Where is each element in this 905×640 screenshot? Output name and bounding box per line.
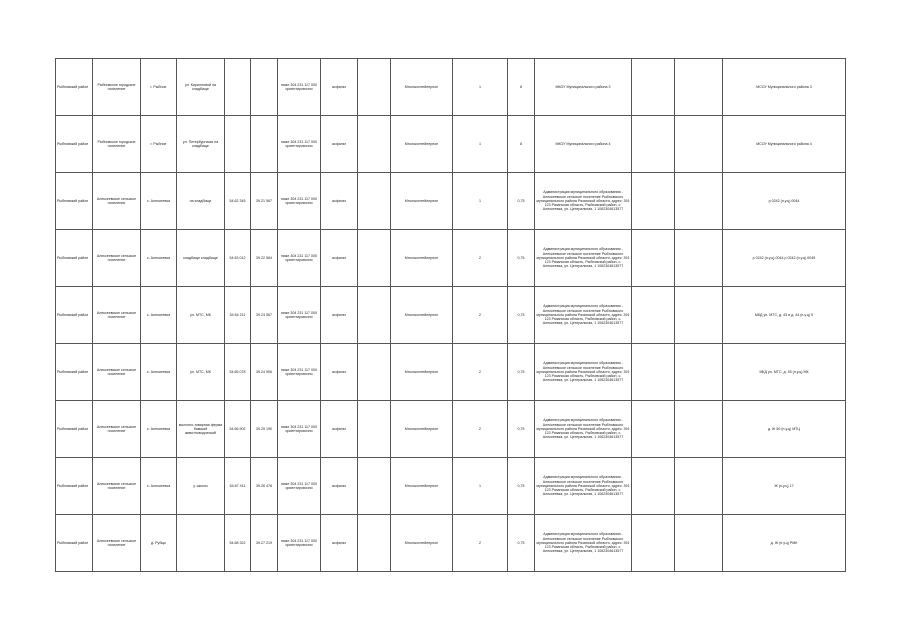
locality-cell: г. Рыбное bbox=[141, 116, 177, 173]
sources-cell: р 0242 (п.у.ц) 0044 р 0242 (п.у.ц) 0045 bbox=[723, 230, 846, 287]
table-row bbox=[56, 458, 846, 515]
empty-cell bbox=[358, 230, 391, 287]
surface-cell: асфальт bbox=[321, 515, 358, 572]
empty-cell bbox=[358, 344, 391, 401]
table-body bbox=[56, 59, 846, 572]
volume-cell: 0,75 bbox=[508, 458, 535, 515]
locality-cell: г. Рыбное bbox=[141, 59, 177, 116]
owner-cell: Администрация муниципального образования - Алексеевское сельское поселение Рыбновского муниципального района Рязанской области, адрес: 391 123 Рязанская область, Рыбновский район, с. Алексеевка, ул. Центральная, 1 1062304613577 bbox=[535, 287, 632, 344]
empty-cell bbox=[358, 401, 391, 458]
cadastral-cell: ниже 304 231 117 000 ориентировочно bbox=[278, 230, 321, 287]
empty-cell bbox=[632, 116, 675, 173]
empty-cell bbox=[675, 401, 723, 458]
owner-cell: Администрация муниципального образования - Алексеевское сельское поселение Рыбновского муниципального района Рязанской области, адрес: 391 123 Рязанская область, Рыбновский район, с. Алексеевка, ул. Центральная, 1 1062304613577 bbox=[535, 344, 632, 401]
owner-cell: Администрация муниципального образования - Алексеевское сельское поселение Рыбновского муниципального района Рязанской области, адрес: 391 123 Рязанская область, Рыбновский район, с. Алексеевка, ул. Центральная, 1 1062304613577 bbox=[535, 173, 632, 230]
address-cell: на кладбище bbox=[177, 173, 225, 230]
site-type-cell: Многоконтейнерное bbox=[391, 344, 453, 401]
table-row bbox=[56, 116, 846, 173]
site-type-cell: Многоконтейнерное bbox=[391, 116, 453, 173]
empty-cell bbox=[675, 230, 723, 287]
empty-cell bbox=[632, 173, 675, 230]
empty-cell bbox=[632, 59, 675, 116]
table-row bbox=[56, 344, 846, 401]
cadastral-cell: ниже 304 231 117 000 ориентировочно bbox=[278, 515, 321, 572]
cadastral-cell: ниже 304 231 117 000 ориентировочно bbox=[278, 116, 321, 173]
district-cell: Рыбновский район bbox=[56, 401, 93, 458]
settlement-cell: Алексеевское сельское поселение bbox=[93, 458, 141, 515]
sources-cell: Ж (п.у.ц) 17 bbox=[723, 458, 846, 515]
owner-cell: Администрация муниципального образования - Алексеевское сельское поселение Рыбновского муниципального района Рязанской области, адрес: 391 123 Рязанская область, Рыбновский район, с. Алексеевка, ул. Центральная, 1 1062304613577 bbox=[535, 401, 632, 458]
settlement-cell: Алексеевское сельское поселение bbox=[93, 515, 141, 572]
district-cell: Рыбновский район bbox=[56, 458, 93, 515]
count-cell: 2 bbox=[453, 287, 508, 344]
count-cell: 1 bbox=[453, 116, 508, 173]
empty-cell bbox=[358, 515, 391, 572]
count-cell: 1 bbox=[453, 59, 508, 116]
volume-cell: 8 bbox=[508, 59, 535, 116]
volume-cell: 0,75 bbox=[508, 344, 535, 401]
sources-cell: р 0242 (п.у.ц) 0044 bbox=[723, 173, 846, 230]
empty-cell bbox=[632, 287, 675, 344]
latitude-cell: 54.65 078 bbox=[225, 344, 251, 401]
address-cell bbox=[177, 515, 225, 572]
settlement-cell: Алексеевское сельское поселение bbox=[93, 230, 141, 287]
longitude-cell: 39.21 567 bbox=[251, 173, 278, 230]
sources-cell: МСОУ Муниципального района 3 bbox=[723, 59, 846, 116]
settlement-cell: Алексеевское сельское поселение bbox=[93, 401, 141, 458]
volume-cell: 0,75 bbox=[508, 515, 535, 572]
latitude-cell: 54.64 211 bbox=[225, 287, 251, 344]
address-cell: ул. Кирилловой на кладбище bbox=[177, 59, 225, 116]
address-cell: ул. Петербургская на кладбище bbox=[177, 116, 225, 173]
site-type-cell: Многоконтейнерное bbox=[391, 287, 453, 344]
empty-cell bbox=[675, 173, 723, 230]
latitude-cell: 54.67 411 bbox=[225, 458, 251, 515]
empty-cell bbox=[675, 344, 723, 401]
empty-cell bbox=[358, 59, 391, 116]
district-cell: Рыбновский район bbox=[56, 287, 93, 344]
surface-cell: асфальт bbox=[321, 287, 358, 344]
latitude-cell bbox=[225, 116, 251, 173]
owner-cell: МКОУ Муниципального района 4 bbox=[535, 116, 632, 173]
site-type-cell: Многоконтейнерное bbox=[391, 173, 453, 230]
owner-cell: Администрация муниципального образования - Алексеевское сельское поселение Рыбновского муниципального района Рязанской области, адрес: 391 123 Рязанская область, Рыбновский район, с. Алексеевка, ул. Центральная, 1 1062304613577 bbox=[535, 230, 632, 287]
site-type-cell: Многоконтейнерное bbox=[391, 230, 453, 287]
longitude-cell: 39.25 190 bbox=[251, 401, 278, 458]
settlement-cell: Рыбновское городское поселение bbox=[93, 116, 141, 173]
longitude-cell: 39.24 906 bbox=[251, 344, 278, 401]
empty-cell bbox=[675, 515, 723, 572]
site-type-cell: Многоконтейнерное bbox=[391, 59, 453, 116]
empty-cell bbox=[632, 401, 675, 458]
empty-cell bbox=[632, 230, 675, 287]
latitude-cell: 54.66 902 bbox=[225, 401, 251, 458]
cadastral-cell: ниже 304 231 117 000 ориентировочно bbox=[278, 401, 321, 458]
address-cell: кладбище кладбище bbox=[177, 230, 225, 287]
volume-cell: 0,75 bbox=[508, 287, 535, 344]
empty-cell bbox=[358, 116, 391, 173]
locality-cell: д. Рубцы bbox=[141, 515, 177, 572]
sources-cell: д. Ж (п.у.ц) РМК bbox=[723, 515, 846, 572]
settlement-cell: Алексеевское сельское поселение bbox=[93, 287, 141, 344]
settlement-cell: Алексеевское сельское поселение bbox=[93, 173, 141, 230]
locality-cell: с. Алексеевка bbox=[141, 230, 177, 287]
owner-cell: Администрация муниципального образования - Алексеевское сельское поселение Рыбновского муниципального района Рязанской области, адрес: 391 123 Рязанская область, Рыбновский район, с. Алексеевка, ул. Центральная, 1 1062304613577 bbox=[535, 515, 632, 572]
empty-cell bbox=[632, 344, 675, 401]
surface-cell: асфальт bbox=[321, 401, 358, 458]
registry-table bbox=[55, 58, 846, 572]
sources-cell: МКД ул. МТС, д. 45 (п.у.ц) МК bbox=[723, 344, 846, 401]
empty-cell bbox=[675, 458, 723, 515]
empty-cell bbox=[675, 287, 723, 344]
district-cell: Рыбновский район bbox=[56, 515, 93, 572]
settlement-cell: Рыбновское городское поселение bbox=[93, 59, 141, 116]
district-cell: Рыбновский район bbox=[56, 116, 93, 173]
count-cell: 1 bbox=[453, 458, 508, 515]
empty-cell bbox=[358, 458, 391, 515]
count-cell: 2 bbox=[453, 515, 508, 572]
owner-cell: МКОУ Муниципального района 3 bbox=[535, 59, 632, 116]
latitude-cell: 54.63 012 bbox=[225, 230, 251, 287]
sources-cell: МКД ул. МТС, д. 43 и д. 44 (п.у.ц) 5 bbox=[723, 287, 846, 344]
cadastral-cell: ниже 304 231 117 000 ориентировочно bbox=[278, 173, 321, 230]
surface-cell: асфальт bbox=[321, 344, 358, 401]
count-cell: 2 bbox=[453, 344, 508, 401]
address-cell: у. школы bbox=[177, 458, 225, 515]
count-cell: 1 bbox=[453, 173, 508, 230]
longitude-cell: 39.27 219 bbox=[251, 515, 278, 572]
count-cell: 2 bbox=[453, 230, 508, 287]
surface-cell: асфальт bbox=[321, 116, 358, 173]
address-cell: ул. МТС, МК bbox=[177, 344, 225, 401]
district-cell: Рыбновский район bbox=[56, 173, 93, 230]
locality-cell: с. Алексеевка bbox=[141, 401, 177, 458]
count-cell: 2 bbox=[453, 401, 508, 458]
longitude-cell: 39.26 478 bbox=[251, 458, 278, 515]
cadastral-cell: ниже 304 231 117 000 ориентировочно bbox=[278, 458, 321, 515]
sources-cell: МСОУ Муниципального района 4 bbox=[723, 116, 846, 173]
locality-cell: с. Алексеевка bbox=[141, 458, 177, 515]
latitude-cell: 54.62 345 bbox=[225, 173, 251, 230]
empty-cell bbox=[675, 59, 723, 116]
table-row bbox=[56, 287, 846, 344]
site-type-cell: Многоконтейнерное bbox=[391, 515, 453, 572]
surface-cell: асфальт bbox=[321, 173, 358, 230]
owner-cell: Администрация муниципального образования - Алексеевское сельское поселение Рыбновского муниципального района Рязанской области, адрес: 391 123 Рязанская область, Рыбновский район, с. Алексеевка, ул. Центральная, 1 1062304613577 bbox=[535, 458, 632, 515]
empty-cell bbox=[358, 173, 391, 230]
cadastral-cell: ниже 304 231 117 000 ориентировочно bbox=[278, 59, 321, 116]
sources-cell: д. Ж 50 (п.у.ц) МТЦ bbox=[723, 401, 846, 458]
volume-cell: 0,75 bbox=[508, 230, 535, 287]
surface-cell: асфальт bbox=[321, 230, 358, 287]
cadastral-cell: ниже 304 231 117 000 ориентировочно bbox=[278, 287, 321, 344]
locality-cell: с. Алексеевка bbox=[141, 287, 177, 344]
volume-cell: 8 bbox=[508, 116, 535, 173]
table-row bbox=[56, 515, 846, 572]
district-cell: Рыбновский район bbox=[56, 230, 93, 287]
empty-cell bbox=[632, 458, 675, 515]
longitude-cell: 39.23 567 bbox=[251, 287, 278, 344]
empty-cell bbox=[358, 287, 391, 344]
empty-cell bbox=[632, 515, 675, 572]
table-row bbox=[56, 401, 846, 458]
volume-cell: 0,75 bbox=[508, 401, 535, 458]
site-type-cell: Многоконтейнерное bbox=[391, 458, 453, 515]
address-cell: молочно-товарная ферма бывший животноводческий bbox=[177, 401, 225, 458]
table-row bbox=[56, 230, 846, 287]
surface-cell: асфальт bbox=[321, 59, 358, 116]
surface-cell: асфальт bbox=[321, 458, 358, 515]
latitude-cell: 54.68 322 bbox=[225, 515, 251, 572]
locality-cell: с. Алексеевка bbox=[141, 344, 177, 401]
address-cell: ул. МТС, МК bbox=[177, 287, 225, 344]
site-type-cell: Многоконтейнерное bbox=[391, 401, 453, 458]
table-row bbox=[56, 59, 846, 116]
locality-cell: с. Алексеевка bbox=[141, 173, 177, 230]
longitude-cell bbox=[251, 59, 278, 116]
table-row bbox=[56, 173, 846, 230]
latitude-cell bbox=[225, 59, 251, 116]
volume-cell: 0,75 bbox=[508, 173, 535, 230]
district-cell: Рыбновский район bbox=[56, 59, 93, 116]
longitude-cell bbox=[251, 116, 278, 173]
district-cell: Рыбновский район bbox=[56, 344, 93, 401]
longitude-cell: 39.22 584 bbox=[251, 230, 278, 287]
settlement-cell: Алексеевское сельское поселение bbox=[93, 344, 141, 401]
cadastral-cell: ниже 304 231 117 000 ориентировочно bbox=[278, 344, 321, 401]
empty-cell bbox=[675, 116, 723, 173]
